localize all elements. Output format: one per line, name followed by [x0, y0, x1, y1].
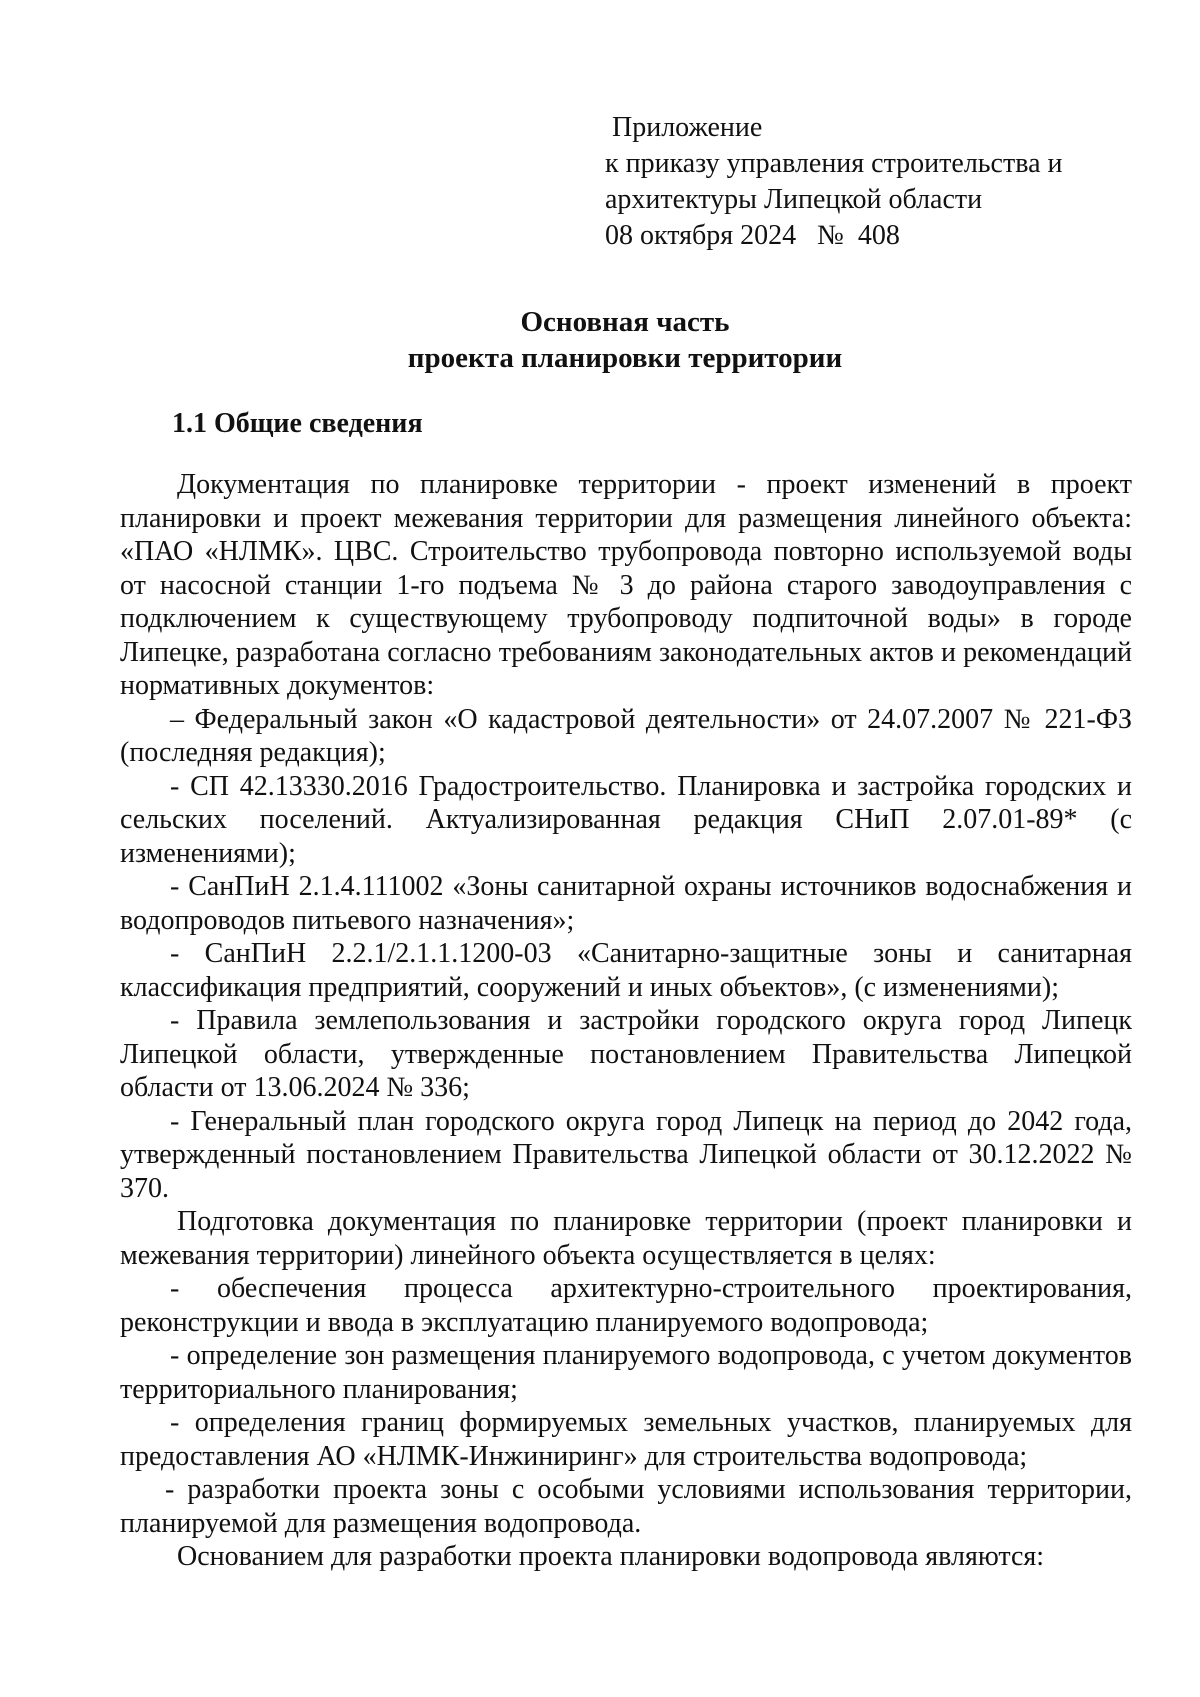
appendix-header: [605, 110, 1063, 254]
list-item-sanpin-1: - СанПиН 2.1.4.111002 «Зоны санитарной охраны источников водоснабжения и водопроводов питьевого назначения»;: [120, 871, 1132, 936]
list-item-federal-law: – Федеральный закон «О кадастровой деятельности» от 24.07.2007 № 221-ФЗ (последняя редакция);: [120, 703, 1132, 768]
appendix-date-number: 08 октября 2024 № 408: [605, 220, 900, 251]
list-item-purpose-2: - определение зон размещения планируемого водопровода, с учетом документов территориального планирования;: [120, 1340, 1132, 1405]
list-item-general-plan: - Генеральный план городского округа город Липецк на период до 2042 года, утвержденный постановлением Правительства Липецкой области от 30.12.2022 № 370.: [120, 1105, 1132, 1204]
appendix-order-line: к приказу управления строительства и: [605, 148, 1063, 179]
list-item-purpose-1: - обеспечения процесса архитектурно-строительного проектирования, реконструкции и ввода в эксплуатацию планируемого водопровода;: [120, 1273, 1132, 1338]
section-heading: 1.1 Общие сведения: [172, 408, 423, 439]
paragraph-intro: Документация по планировке территории - проект изменений в проект планировки и проект межевания территории для размещения линейного объекта: «ПАО «НЛМК». ЦВС. Строительство трубопровода повторно используемой воды от насосной станции 1-го подъема № 3 до района старого заводоуправления с подключением к существующему трубопроводу подпиточной воды» в городе Липецке, разработана согласно требованиям законодательных актов и рекомендаций нормативных документов:: [120, 469, 1132, 701]
document-title: [0, 304, 1200, 376]
title-line-2: проекта планировки территории: [407, 342, 843, 374]
appendix-title: Приложение: [612, 112, 763, 143]
paragraph-purposes: Подготовка документация по планировке территории (проект планировки и межевания территории) линейного объекта осуществляется в целях:: [120, 1206, 1132, 1271]
list-item-sanpin-2: - СанПиН 2.2.1/2.1.1.1200-03 «Санитарно-защитные зоны и санитарная классификация предприятий, сооружений и иных объектов», (с изменениями);: [120, 938, 1132, 1003]
list-item-purpose-4: - разработки проекта зоны с особыми условиями использования территории, планируемой для размещения водопровода.: [120, 1474, 1132, 1539]
appendix-authority-line: архитектуры Липецкой области: [605, 184, 983, 215]
paragraph-basis: Основанием для разработки проекта планировки водопровода являются:: [177, 1541, 1045, 1572]
document-body: [120, 468, 1132, 1574]
list-item-purpose-3: - определения границ формируемых земельных участков, планируемых для предоставления АО «НЛМК-Инжиниринг» для строительства водопровода;: [120, 1407, 1132, 1472]
list-item-land-use-rules: - Правила землепользования и застройки городского округа город Липецк Липецкой области, утвержденные постановлением Правительства Липецкой области от 13.06.2024 № 336;: [120, 1005, 1132, 1103]
list-item-sp: - СП 42.13330.2016 Градостроительство. Планировка и застройка городских и сельских поселений. Актуализированная редакция СНиП 2.07.01-89* (с изменениями);: [120, 770, 1132, 869]
title-line-1: Основная часть: [520, 306, 730, 338]
